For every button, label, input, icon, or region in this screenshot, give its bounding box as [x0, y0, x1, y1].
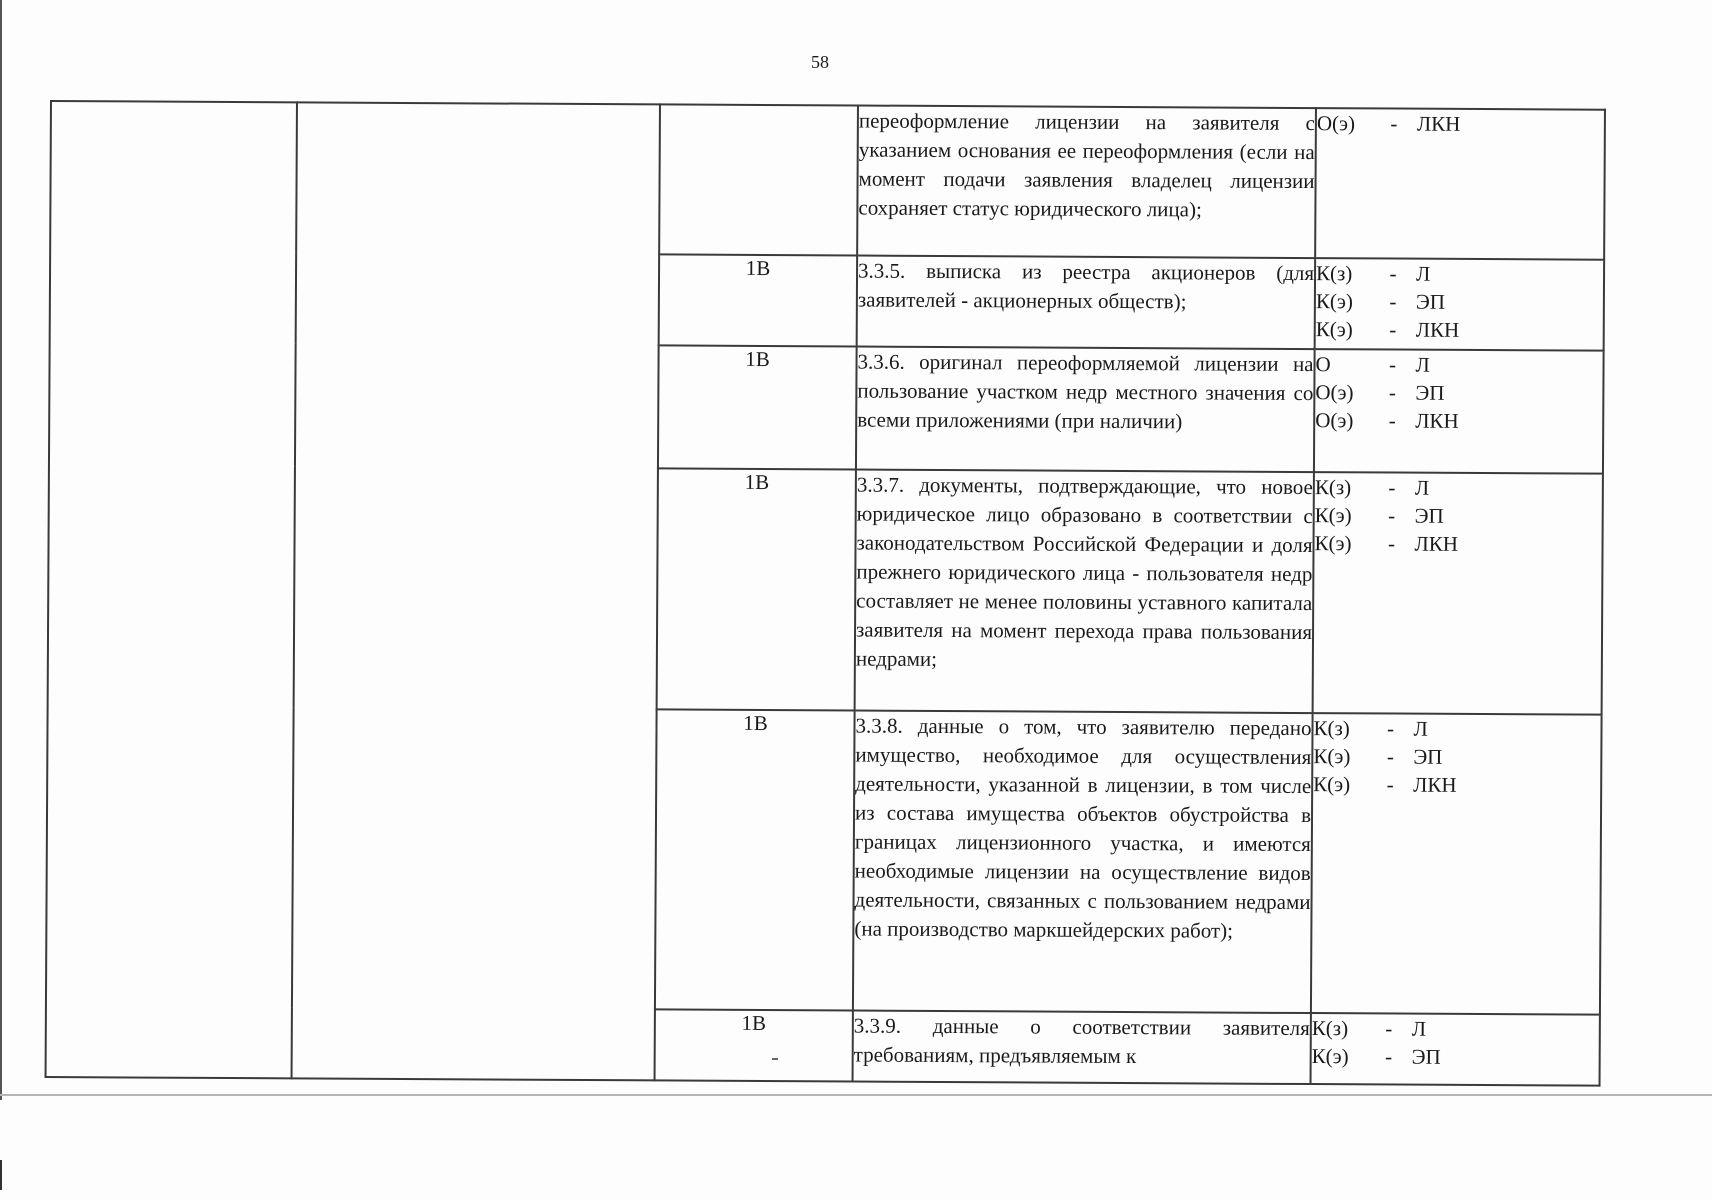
form-dash: - — [1386, 716, 1395, 741]
description-cell: 3.3.6. оригинал переоформляемой лицензии на пользование участком недр местного значения со всеми приложениями (при наличии) — [856, 346, 1315, 472]
form-kind: К(з) — [1315, 260, 1353, 286]
form-kind: О(э) — [1316, 111, 1356, 136]
form-entry — [1316, 287, 1603, 317]
form-entry — [1314, 530, 1601, 560]
form-type: ЭП — [1414, 504, 1444, 529]
form-dash: - — [1388, 475, 1396, 500]
form-dash: - — [1385, 1044, 1393, 1069]
description-cell: 3.3.5. выписка из реестра акционеров (для заявителей - акционерных обществ); — [857, 255, 1316, 349]
form-type: ЛКН — [1415, 408, 1459, 433]
code-cell: 1В — [659, 254, 858, 346]
forms-cell — [1311, 713, 1602, 1014]
form-type: Л — [1413, 717, 1428, 742]
form-entry — [1316, 259, 1603, 289]
form-type: ЛКН — [1414, 532, 1459, 557]
form-entry — [1313, 714, 1600, 744]
forms-cell — [1315, 258, 1605, 351]
form-dash: - — [1386, 772, 1394, 797]
form-dash: - — [1387, 531, 1396, 556]
empty-cell-col1 — [46, 101, 297, 1078]
form-entry — [1316, 315, 1603, 345]
form-dash: - — [1388, 503, 1396, 528]
form-type: ЛКН — [1416, 111, 1461, 136]
form-entry — [1312, 1014, 1599, 1044]
form-entry — [1317, 109, 1604, 139]
form-type: ЭП — [1415, 380, 1445, 405]
form-kind: К(э) — [1313, 772, 1351, 797]
form-type: ЛКН — [1415, 317, 1460, 342]
form-kind: О(э) — [1315, 408, 1354, 433]
form-type: ЛКН — [1413, 773, 1457, 798]
table-row — [50, 101, 1605, 260]
form-entry — [1315, 474, 1602, 504]
document-table — [45, 100, 1606, 1087]
description-cell: 3.3.9. данные о соответствии заявителя требованиям, предъявляемым к — [853, 1011, 1311, 1084]
description-cell: переоформление лицензии на заявителя с указанием основания ее переоформления (если на момент подачи заявления владелец лицензии сохраняет статус юридического лица); — [857, 106, 1316, 258]
scan-mark — [772, 1058, 778, 1060]
form-kind: К(з) — [1313, 716, 1350, 741]
form-type: Л — [1415, 261, 1431, 286]
form-kind: К(э) — [1313, 744, 1351, 769]
form-kind: К(э) — [1314, 503, 1352, 528]
form-type: Л — [1415, 352, 1430, 377]
form-dash: - — [1388, 380, 1396, 405]
form-kind: О(э) — [1315, 380, 1354, 405]
form-entry — [1312, 1042, 1599, 1072]
form-kind: К(э) — [1315, 288, 1353, 314]
code-cell: 1В — [655, 1009, 853, 1081]
forms-cell — [1314, 349, 1604, 474]
form-kind: К(э) — [1311, 1044, 1349, 1069]
form-kind: К(э) — [1314, 531, 1352, 556]
form-type: ЭП — [1411, 1044, 1441, 1069]
form-dash: - — [1389, 317, 1397, 342]
page-number: 58 — [811, 52, 829, 72]
form-entry — [1315, 378, 1602, 408]
form-kind: О — [1315, 352, 1331, 377]
form-dash: - — [1386, 744, 1394, 769]
forms-cell — [1313, 473, 1603, 716]
form-dash: - — [1388, 408, 1396, 433]
form-dash: - — [1389, 289, 1397, 314]
description-cell: 3.3.7. документы, подтверждающие, что новое юридическое лицо образовано в соответствии с законодательством Российской Федерации и доля прежнего юридического лица - пользователя недр составляет не менее половины уставного капитала заявителя на момент перехода права пользования недрами; — [855, 470, 1314, 714]
form-kind: К(э) — [1315, 316, 1353, 342]
empty-cell-col2 — [292, 102, 660, 1080]
scan-page-edge — [0, 1094, 1712, 1096]
scan-left-edge — [0, 0, 2, 1100]
form-kind: К(з) — [1314, 475, 1352, 500]
form-kind: К(з) — [1311, 1016, 1349, 1041]
form-entry — [1315, 406, 1602, 436]
form-dash: - — [1390, 111, 1398, 136]
form-entry — [1315, 502, 1602, 532]
scan-left-mark — [0, 1160, 2, 1190]
form-dash: - — [1389, 261, 1397, 286]
code-cell — [659, 104, 858, 255]
code-cell: 1В — [655, 710, 855, 1011]
form-entry — [1315, 350, 1602, 380]
form-type: ЭП — [1415, 289, 1445, 314]
forms-cell — [1315, 108, 1605, 259]
form-dash: - — [1388, 352, 1397, 377]
form-entry — [1313, 770, 1600, 800]
code-cell: 1В — [658, 345, 857, 470]
form-type: Л — [1414, 476, 1430, 501]
form-type: ЭП — [1413, 745, 1443, 770]
form-dash: - — [1385, 1016, 1393, 1041]
description-cell: 3.3.8. данные о том, что заявителю передано имущество, необходимое для осуществления деятельности, указанной в лицензии, в том числе из состава имущества объектов обустройства в границах лицензионного участка, и имеются необходимые лицензии на осуществление видов деятельности, связанных с пользованием недрами (на производство маркшейдерских работ); — [853, 711, 1313, 1013]
forms-cell — [1311, 1013, 1600, 1086]
form-type: Л — [1411, 1016, 1427, 1041]
code-cell: 1В — [657, 469, 856, 711]
form-entry — [1313, 742, 1600, 772]
